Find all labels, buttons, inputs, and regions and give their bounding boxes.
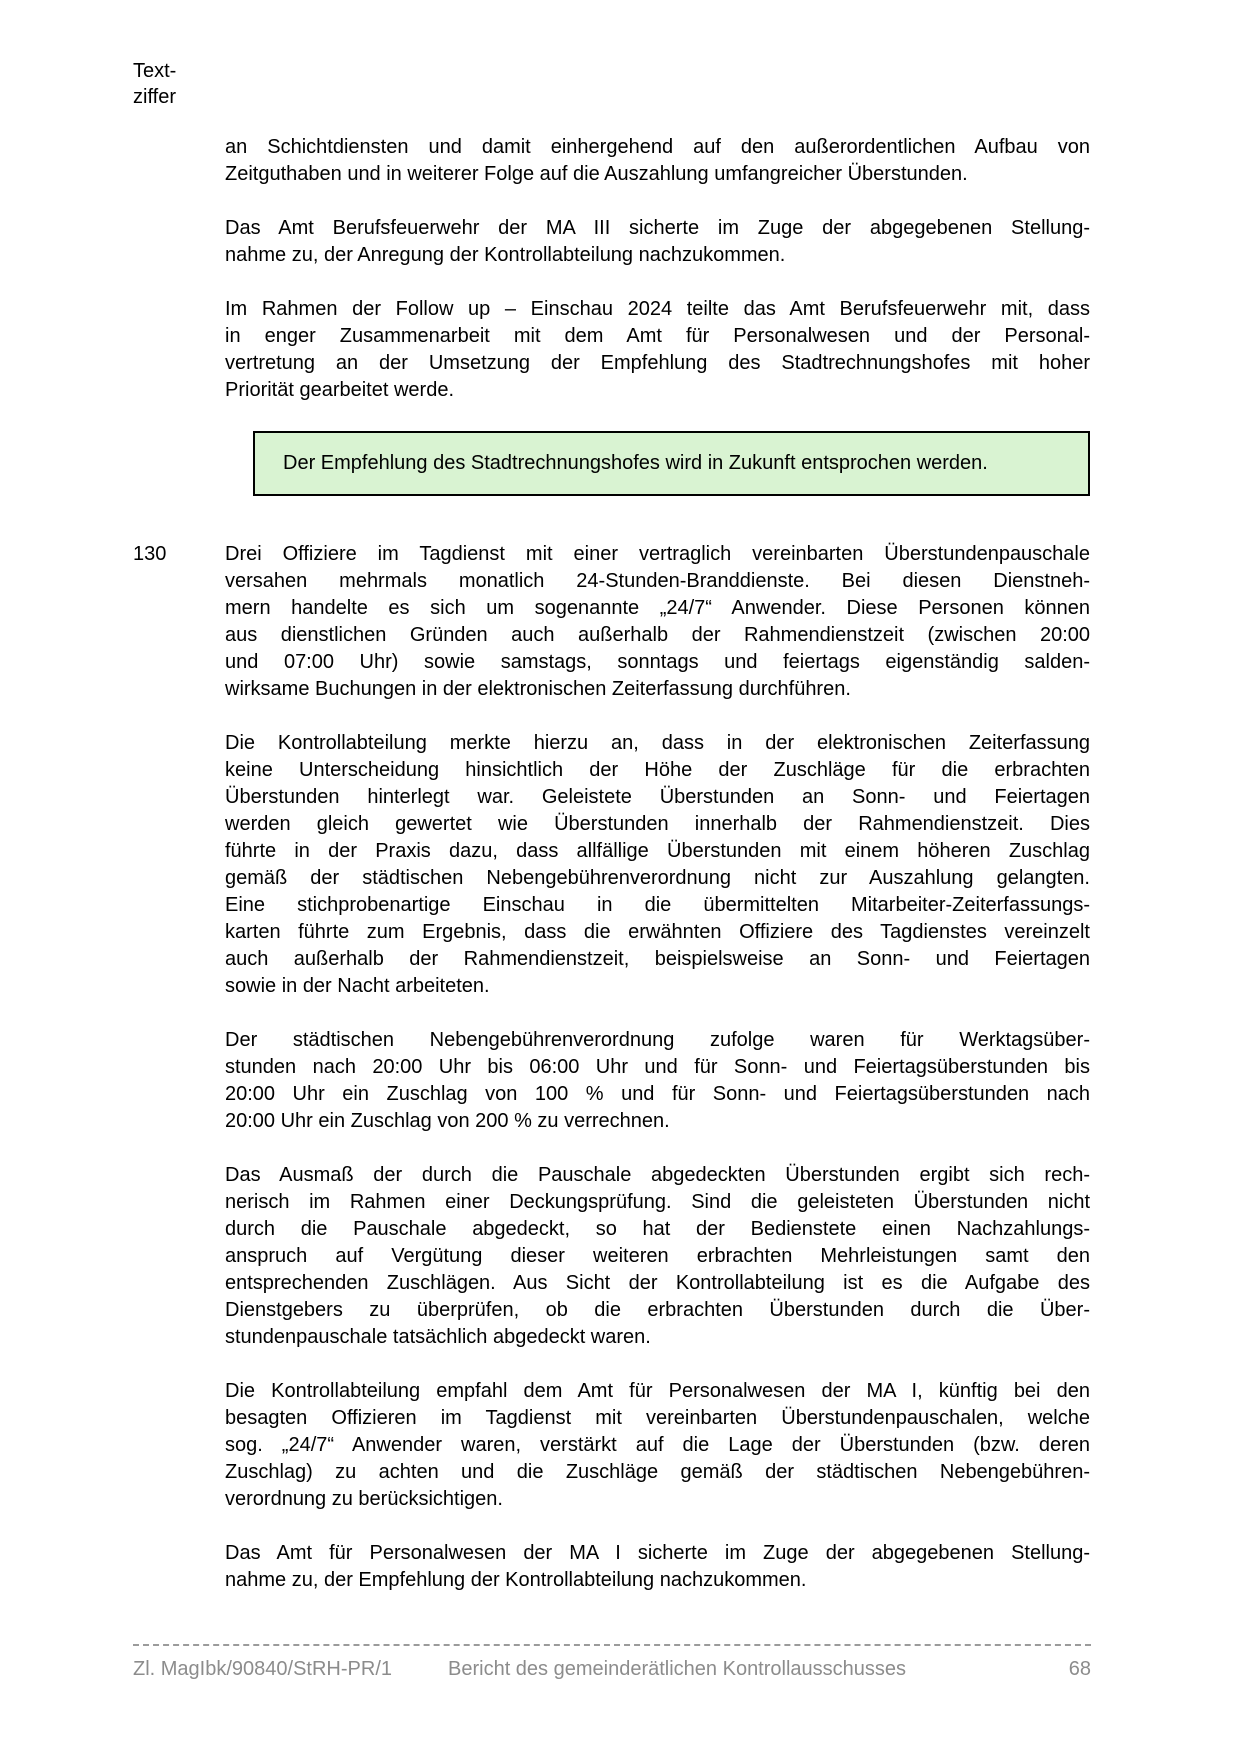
paragraph <box>225 1378 1090 1513</box>
text-line: versahen mehrmals monatlich 24-Stunden-Branddienste. Bei diesen Dienstneh- <box>225 570 1090 592</box>
paragraph-row <box>133 1378 1090 1513</box>
text-line: und 07:00 Uhr) sowie samstags, sonntags und feiertags eigenständig salden- <box>225 651 1090 673</box>
text-line: gemäß der städtischen Nebengebührenverordnung nicht zur Auszahlung gelangten. <box>225 867 1090 889</box>
text-line: Zeitguthaben und in weiterer Folge auf die Auszahlung umfangreicher Überstunden. <box>225 163 968 185</box>
footer-page-number: 68 <box>1068 1658 1091 1680</box>
text-line: keine Unterscheidung hinsichtlich der Höhe der Zuschläge für die erbrachten <box>225 759 1090 781</box>
paragraph-row <box>133 1162 1090 1351</box>
text-line: mern handelte es sich um sogenannte „24/7“ Anwender. Diese Personen können <box>225 597 1090 619</box>
textziffer-header-line2: ziffer <box>133 86 176 108</box>
text-line: besagten Offizieren im Tagdienst mit vereinbarten Überstundenpauschalen, welche <box>225 1407 1090 1429</box>
paragraph <box>225 1162 1090 1351</box>
text-line: karten führte zum Ergebnis, dass die erwähnten Offiziere des Tagdienstes vereinzelt <box>225 921 1090 943</box>
text-line: Drei Offiziere im Tagdienst mit einer vertraglich vereinbarten Überstundenpauschale <box>225 543 1090 565</box>
text-line: verordnung zu berücksichtigen. <box>225 1488 503 1510</box>
paragraph <box>225 730 1090 1000</box>
textziffer-header-line1: Text- <box>133 60 177 82</box>
text-line: aus dienstlichen Gründen auch außerhalb der Rahmendienstzeit (zwischen 20:00 <box>225 624 1090 646</box>
text-line: Das Ausmaß der durch die Pauschale abgedeckten Überstunden ergibt sich rech- <box>225 1164 1090 1186</box>
text-line: Eine stichprobenartige Einschau in die übermittelten Mitarbeiter-Zeiterfassungs- <box>225 894 1090 916</box>
recommendation-box <box>253 431 1090 496</box>
text-line: stunden nach 20:00 Uhr bis 06:00 Uhr und für Sonn- und Feiertagsüberstunden bis <box>225 1056 1090 1078</box>
paragraph-row <box>133 1540 1090 1594</box>
text-line: vertretung an der Umsetzung der Empfehlung des Stadtrechnungshofes mit hoher <box>225 352 1090 374</box>
text-line: Im Rahmen der Follow up – Einschau 2024 teilte das Amt Berufsfeuerwehr mit, dass <box>225 298 1090 320</box>
footer-title: Bericht des gemeinderätlichen Kontrollausschusses <box>448 1658 907 1680</box>
text-line: Das Amt für Personalwesen der MA I sicherte im Zuge der abgegebenen Stellung- <box>225 1542 1090 1564</box>
text-line: Der städtischen Nebengebührenverordnung zufolge waren für Werktagsüber- <box>225 1029 1090 1051</box>
paragraph <box>225 215 1090 269</box>
text-line: Priorität gearbeitet werde. <box>225 379 455 401</box>
text-line: Das Amt Berufsfeuerwehr der MA III sicherte im Zuge der abgegebenen Stellung- <box>225 217 1090 239</box>
text-line: nahme zu, der Anregung der Kontrollabteilung nachzukommen. <box>225 244 786 266</box>
paragraph-row <box>133 1027 1090 1135</box>
text-line: sog. „24/7“ Anwender waren, verstärkt auf die Lage der Überstunden (bzw. deren <box>225 1434 1090 1456</box>
text-line: 20:00 Uhr ein Zuschlag von 200 % zu verrechnen. <box>225 1110 670 1132</box>
textziffer-number <box>133 1027 225 1135</box>
textziffer-number <box>133 1378 225 1513</box>
recommendation-box-container <box>225 431 1090 496</box>
text-line: Zuschlag) zu achten und die Zuschläge gemäß der städtischen Nebengebühren- <box>225 1461 1090 1483</box>
textziffer-number <box>133 134 225 188</box>
text-line: Überstunden hinterlegt war. Geleistete Überstunden an Sonn- und Feiertagen <box>225 786 1090 808</box>
text-line: sowie in der Nacht arbeiteten. <box>225 975 490 997</box>
textziffer-number <box>133 1162 225 1351</box>
text-line: Die Kontrollabteilung empfahl dem Amt für Personalwesen der MA I, künftig bei den <box>225 1380 1090 1402</box>
paragraph <box>225 296 1090 404</box>
text-line: auch außerhalb der Rahmendienstzeit, beispielsweise an Sonn- und Feiertagen <box>225 948 1090 970</box>
text-line: nahme zu, der Empfehlung der Kontrollabteilung nachzukommen. <box>225 1569 807 1591</box>
paragraph-row <box>133 730 1090 1000</box>
textziffer-number <box>133 431 225 496</box>
text-line: an Schichtdiensten und damit einhergehend auf den außerordentlichen Aufbau von <box>225 136 1090 158</box>
paragraph <box>225 134 1090 188</box>
text-line: durch die Pauschale abgedeckt, so hat der Bedienstete einen Nachzahlungs- <box>225 1218 1090 1240</box>
text-line: entsprechenden Zuschlägen. Aus Sicht der Kontrollabteilung ist es die Aufgabe des <box>225 1272 1090 1294</box>
text-line: anspruch auf Vergütung dieser weiteren erbrachten Mehrleistungen samt den <box>225 1245 1090 1267</box>
paragraph-row <box>133 215 1090 269</box>
recommendation-row <box>133 431 1090 496</box>
text-line: nerisch im Rahmen einer Deckungsprüfung. Sind die geleisteten Überstunden nicht <box>225 1191 1090 1213</box>
textziffer-number <box>133 1540 225 1594</box>
textziffer-number <box>133 296 225 404</box>
document-body <box>133 134 1090 1594</box>
textziffer-header <box>133 58 1090 110</box>
paragraph <box>225 541 1090 703</box>
text-line: Die Kontrollabteilung merkte hierzu an, dass in der elektronischen Zeiterfassung <box>225 732 1090 754</box>
paragraph <box>225 1540 1090 1594</box>
text-line: in enger Zusammenarbeit mit dem Amt für Personalwesen und der Personal- <box>225 325 1090 347</box>
text-line: führte in der Praxis dazu, dass allfällige Überstunden mit einem höheren Zuschlag <box>225 840 1090 862</box>
paragraph <box>225 1027 1090 1135</box>
textziffer-number: 130 <box>133 543 167 565</box>
text-line: stundenpauschale tatsächlich abgedeckt waren. <box>225 1326 651 1348</box>
paragraph-row <box>133 134 1090 188</box>
text-line: 20:00 Uhr ein Zuschlag von 100 % und für Sonn- und Feiertagsüberstunden nach <box>225 1083 1090 1105</box>
paragraph-row <box>133 541 1090 703</box>
paragraph-row <box>133 296 1090 404</box>
text-line: wirksame Buchungen in der elektronischen Zeiterfassung durchführen. <box>225 678 851 700</box>
recommendation-text: Der Empfehlung des Stadtrechnungshofes wird in Zukunft entsprochen werden. <box>283 452 988 474</box>
text-line: werden gleich gewertet wie Überstunden innerhalb der Rahmendienstzeit. Dies <box>225 813 1090 835</box>
footer-reference: Zl. MagIbk/90840/StRH-PR/1 <box>133 1658 392 1680</box>
textziffer-number <box>133 215 225 269</box>
text-line: Dienstgebers zu überprüfen, ob die erbrachten Überstunden durch die Über- <box>225 1299 1090 1321</box>
footer <box>133 1644 1091 1682</box>
textziffer-number <box>133 730 225 1000</box>
